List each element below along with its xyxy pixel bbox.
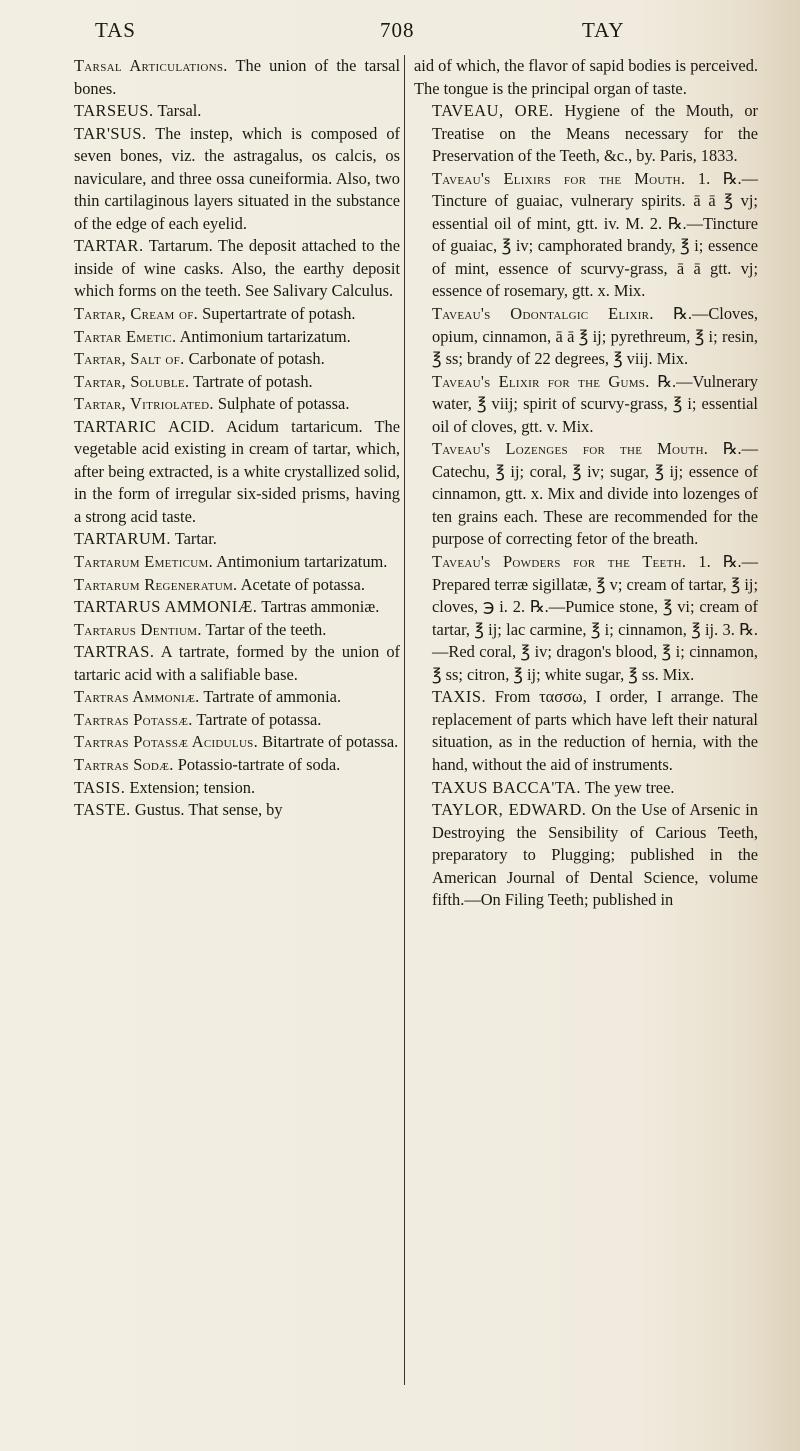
entry: Taveau's Elixir for the Gums. ℞.—Vulnerary water, ℥ viij; spirit of scurvy-grass, ℥ i; essential oil of cloves, gtt. v. Mix.: [432, 371, 758, 436]
header-right-guideword: TAY: [582, 18, 625, 42]
entry: TASIS. Extension; tension.: [74, 777, 256, 797]
entry: Taveau's Odontalgic Elixir. ℞.—Cloves, opium, cinnamon, ā ā ℥ ij; pyrethreum, ℥ i; resin, ℥ ss; brandy of 22 degrees, ℥ viij. Mix.: [432, 304, 758, 369]
entry: Tartarum Regeneratum. Acetate of potassa.: [74, 574, 365, 594]
entry: Tartarus Dentium. Tartar of the teeth.: [74, 619, 327, 639]
entry: Taveau's Lozenges for the Mouth. ℞.—Catechu, ℥ ij; coral, ℥ iv; sugar, ℥ ij; essence of cinnamon, gtt. x. Mix and divide into lozenges of ten grains each. These are recommended for the purpose of correcting fetor of the breath.: [432, 439, 758, 549]
entry: TARSEUS. Tarsal.: [74, 101, 202, 121]
entry: Tartar, Cream of. Supertartrate of potash.: [74, 304, 356, 324]
entry: TARTAR. Tartarum. The deposit attached to the inside of wine casks. Also, the earthy deposit which forms on the teeth. See Salivary Calculus.: [74, 236, 400, 301]
left-column: [56, 55, 400, 822]
entry: Tarsal Articulations. The union of the tarsal bones.: [74, 56, 400, 98]
header-left-guideword: TAS: [95, 18, 136, 42]
column-divider: [404, 55, 405, 1385]
entry: TAVEAU, ORE. Hygiene of the Mouth, or Treatise on the Means necessary for the Preservation of the Teeth, &c., by. Paris, 1833.: [432, 101, 758, 166]
entry: TAXIS. From τασσω, I order, I arrange. The replacement of parts which have left their natural situation, as in the reduction of hernia, with the hand, without the aid of instruments.: [432, 687, 758, 774]
entry: TARTARUS AMMONIÆ. Tartras ammoniæ.: [74, 597, 380, 617]
entry: Taveau's Powders for the Teeth. 1. ℞.—Prepared terræ sigillatæ, ℥ v; cream of tartar, ℥ ij; cloves, ℈ i. 2. ℞.—Pumice stone, ℥ vi; cream of tartar, ℥ ij; lac carmine, ℥ i; cinnamon, ℥ ij. 3. ℞.—Red coral, ℥ iv; dragon's blood, ℥ i; cinnamon, ℥ ss; citron, ℥ ij; white sugar, ℥ ss. Mix.: [432, 552, 758, 684]
entry: Tartras Ammoniæ. Tartrate of ammonia.: [74, 687, 342, 707]
entry: Tartras Sodæ. Potassio-tartrate of soda.: [74, 754, 341, 774]
entry: TAYLOR, EDWARD. On the Use of Arsenic in Destroying the Sensibility of Carious Teeth, preparatory to Plugging; published in the American Journal of Dental Science, volume fifth.—On Filing Teeth; published in: [432, 800, 758, 910]
entry: TASTE. Gustus. That sense, by: [74, 800, 283, 820]
page-number: 708: [380, 18, 415, 42]
entry: Tartar Emetic. Antimonium tartarizatum.: [74, 326, 351, 346]
right-column: [414, 55, 758, 912]
running-header: [0, 18, 800, 50]
entry: Tartar, Salt of. Carbonate of potash.: [74, 349, 325, 369]
entry: Tartarum Emeticum. Antimonium tartarizatum.: [74, 552, 388, 572]
entry: TAR'SUS. The instep, which is composed of seven bones, viz. the astragalus, os calcis, os naviculare, and three ossa cuneiformia. Also, two thin cartilaginous layers situated in the substance of the edge of each eyelid.: [74, 123, 400, 233]
entry: Tartras Potassæ. Tartrate of potassa.: [74, 709, 322, 729]
entry: Tartar, Soluble. Tartrate of potash.: [74, 371, 313, 391]
entry: TARTRAS. A tartrate, formed by the union of tartaric acid with a salifiable base.: [74, 642, 400, 684]
entry: Tartras Potassæ Acidulus. Bitartrate of potassa.: [74, 732, 399, 752]
entry: TAXUS BACCA'TA. The yew tree.: [432, 777, 675, 797]
entry: Taveau's Elixirs for the Mouth. 1. ℞.—Tincture of guaiac, vulnerary spirits. ā ā ℥ vj; essential oil of mint, gtt. iv. M. 2. ℞.—Tincture of guaiac, ℥ iv; camphorated brandy, ℥ i; essence of mint, essence of scurvy-grass, ā ā gtt. vj; essence of rosemary, gtt. x. Mix.: [432, 168, 758, 301]
entry: Tartar, Vitriolated. Sulphate of potassa.: [74, 394, 350, 414]
entry: TARTARIC ACID. Acidum tartaricum. The vegetable acid existing in cream of tartar, which, after being extracted, is a white crystallized solid, in the form of irregular six-sided prisms, having a strong acid taste.: [74, 416, 400, 526]
entry: TARTARUM. Tartar.: [74, 529, 217, 549]
entry-continuation: aid of which, the flavor of sapid bodies is perceived. The tongue is the principal organ of taste.: [414, 56, 758, 98]
